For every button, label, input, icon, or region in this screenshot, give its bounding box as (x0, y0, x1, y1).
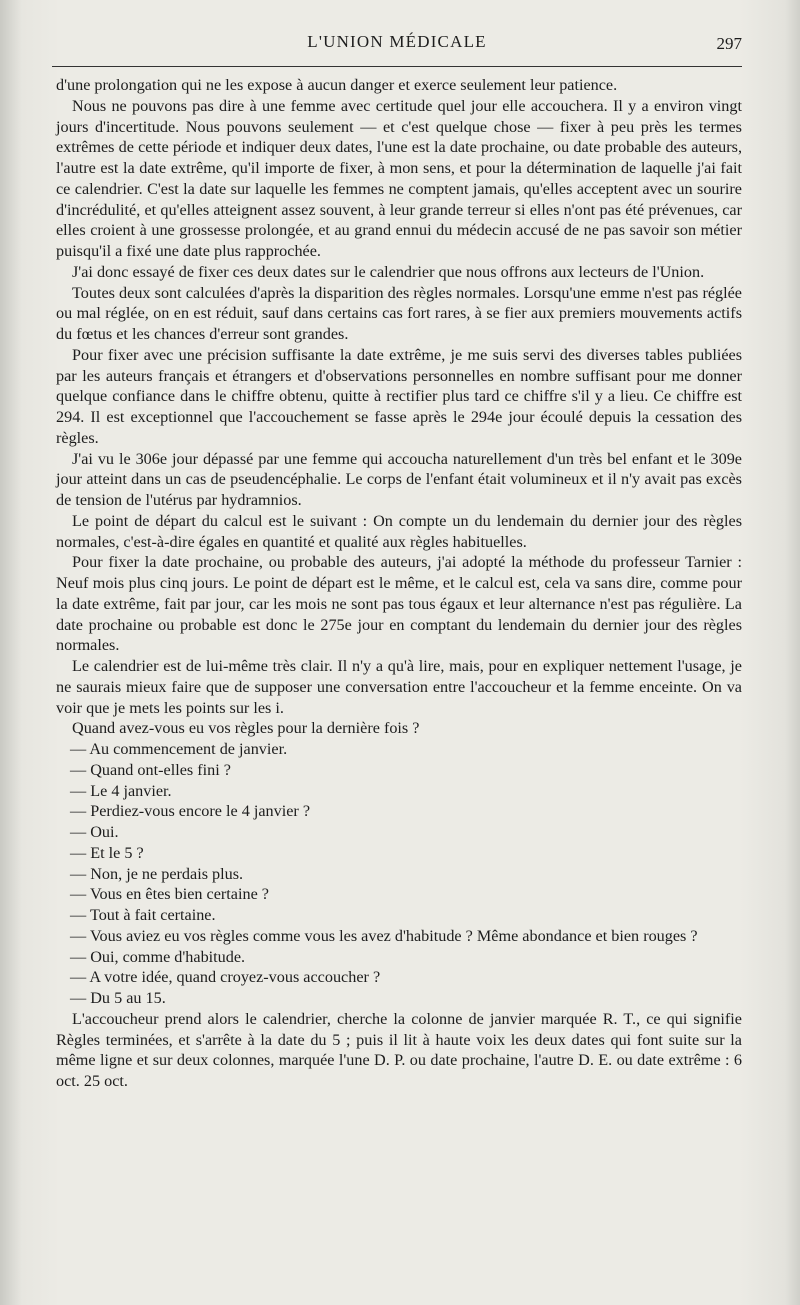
paragraph: Le point de départ du calcul est le suivant : On compte un du lendemain du dernier jour des règles normales, c'est-à-dire égales en quantité et qualité aux règles habituelles. (56, 511, 742, 551)
page-number: 297 (716, 34, 742, 53)
dialogue-line: — A votre idée, quand croyez-vous accoucher ? (70, 968, 381, 987)
dialogue-line: — Perdiez-vous encore le 4 janvier ? (70, 802, 311, 821)
dialogue-line: — Et le 5 ? (70, 843, 144, 862)
dialogue-line: — Le 4 janvier. (70, 781, 172, 800)
paragraph: Nous ne pouvons pas dire à une femme avec certitude quel jour elle accouchera. Il y a environ vingt jours d'incertitude. Nous pouvons seulement — et c'est quelque chose — fixer à peu près les termes extrêmes de cette période et indiquer deux dates, l'une est la date prochaine, ou date probable des auteurs, l'autre est la date extrême, qu'il importe de fixer, à mon sens, et pour la détermination de laquelle j'ai fait ce calendrier. C'est la date sur laquelle les femmes ne comptent jamais, qu'elles acceptent avec un sourire d'incrédulité, et qu'elles atteignent assez souvent, à leur grande terreur si elles n'ont pas été prévenues, car elles croient à une grossesse prolongée, et au grand ennui du médecin accusé de ne pas savoir son métier puisqu'il a fixé une date plus rapprochée. (56, 96, 742, 260)
dialogue-line: — Vous en êtes bien certaine ? (70, 885, 269, 904)
dialogue-line: — Au commencement de janvier. (70, 740, 288, 758)
paragraph: Pour fixer avec une précision suffisante la date extrême, je me suis servi des diverses tables publiées par les auteurs français et étrangers et d'observations personnelles en nombre suffisant pour me donner quelque confiance dans le chiffre obtenu, quitte à rectifier plus tard ce chiffre s'il y a lieu. Ce chiffre est 294. Il est exceptionnel que l'accouchement se fasse après le 294e jour écoulé depuis la cessation des règles. (56, 345, 742, 447)
paragraph: Le calendrier est de lui-même très clair. Il n'y a qu'à lire, mais, pour en expliquer nettement l'usage, je ne saurais mieux faire que de supposer une conversation entre l'accoucheur et la femme enceinte. On va voir que je mets les points sur les i. (56, 657, 742, 717)
dialogue-line: — Vous aviez eu vos règles comme vous les avez d'habitude ? Même abondance et bien rouges ? (70, 926, 698, 945)
paragraph: Toutes deux sont calculées d'après la disparition des règles normales. Lorsqu'une emme n'est pas réglée ou mal réglée, on en est réduit, sauf dans certains cas fort rares, à se fier aux premiers mouvements actifs du fœtus et les chances d'erreur sont grandes. (56, 283, 742, 343)
paragraph: Pour fixer la date prochaine, ou probable des auteurs, j'ai adopté la méthode du professeur Tarnier : Neuf mois plus cinq jours. Le point de départ est le même, et le calcul est, cela va sans dire, comme pour la date extrême, fait par jour, car les mois ne sont pas tous égaux et leur alternance n'est pas régulière. La date prochaine ou probable est donc le 275e jour en comptant du lendemain du dernier jour des règles normales. (56, 553, 742, 655)
paragraph: L'accoucheur prend alors le calendrier, cherche la colonne de janvier marquée R. T., ce qui signifie Règles terminées, et s'arrête à la date du 5 ; puis il lit à haute voix les deux dates qui font suite sur la même ligne et sur deux colonnes, marquée l'une D. P. ou date prochaine, l'autre D. E. ou date extrême : 6 oct. 25 oct. (56, 1009, 742, 1090)
paragraph: J'ai donc essayé de fixer ces deux dates sur le calendrier que nous offrons aux lecteurs de l'Union. (72, 262, 705, 281)
paragraph: Quand avez-vous eu vos règles pour la dernière fois ? (72, 719, 420, 738)
paragraph: d'une prolongation qui ne les expose à aucun danger et exerce seulement leur patience. (56, 76, 618, 94)
dialogue-line: — Oui. (70, 823, 119, 841)
article-body (56, 75, 742, 1092)
paragraph: J'ai vu le 306e jour dépassé par une femme qui accoucha naturellement d'un très bel enfant et le 309e jour atteint dans un cas de pseudencéphalie. Le corps de l'enfant était volumineux et il n'y avait pas excès de tension de l'utérus par hydramnios. (56, 449, 742, 509)
dialogue (56, 739, 742, 1009)
dialogue-line: — Tout à fait certaine. (70, 906, 216, 924)
running-title: L'UNION MÉDICALE (307, 32, 487, 51)
header-rule (52, 66, 742, 67)
dialogue-line: — Du 5 au 15. (70, 989, 166, 1007)
page-header (52, 32, 742, 62)
dialogue-line: — Oui, comme d'habitude. (70, 947, 246, 966)
dialogue-line: — Non, je ne perdais plus. (70, 864, 244, 883)
dialogue-line: — Quand ont-elles fini ? (70, 760, 231, 779)
